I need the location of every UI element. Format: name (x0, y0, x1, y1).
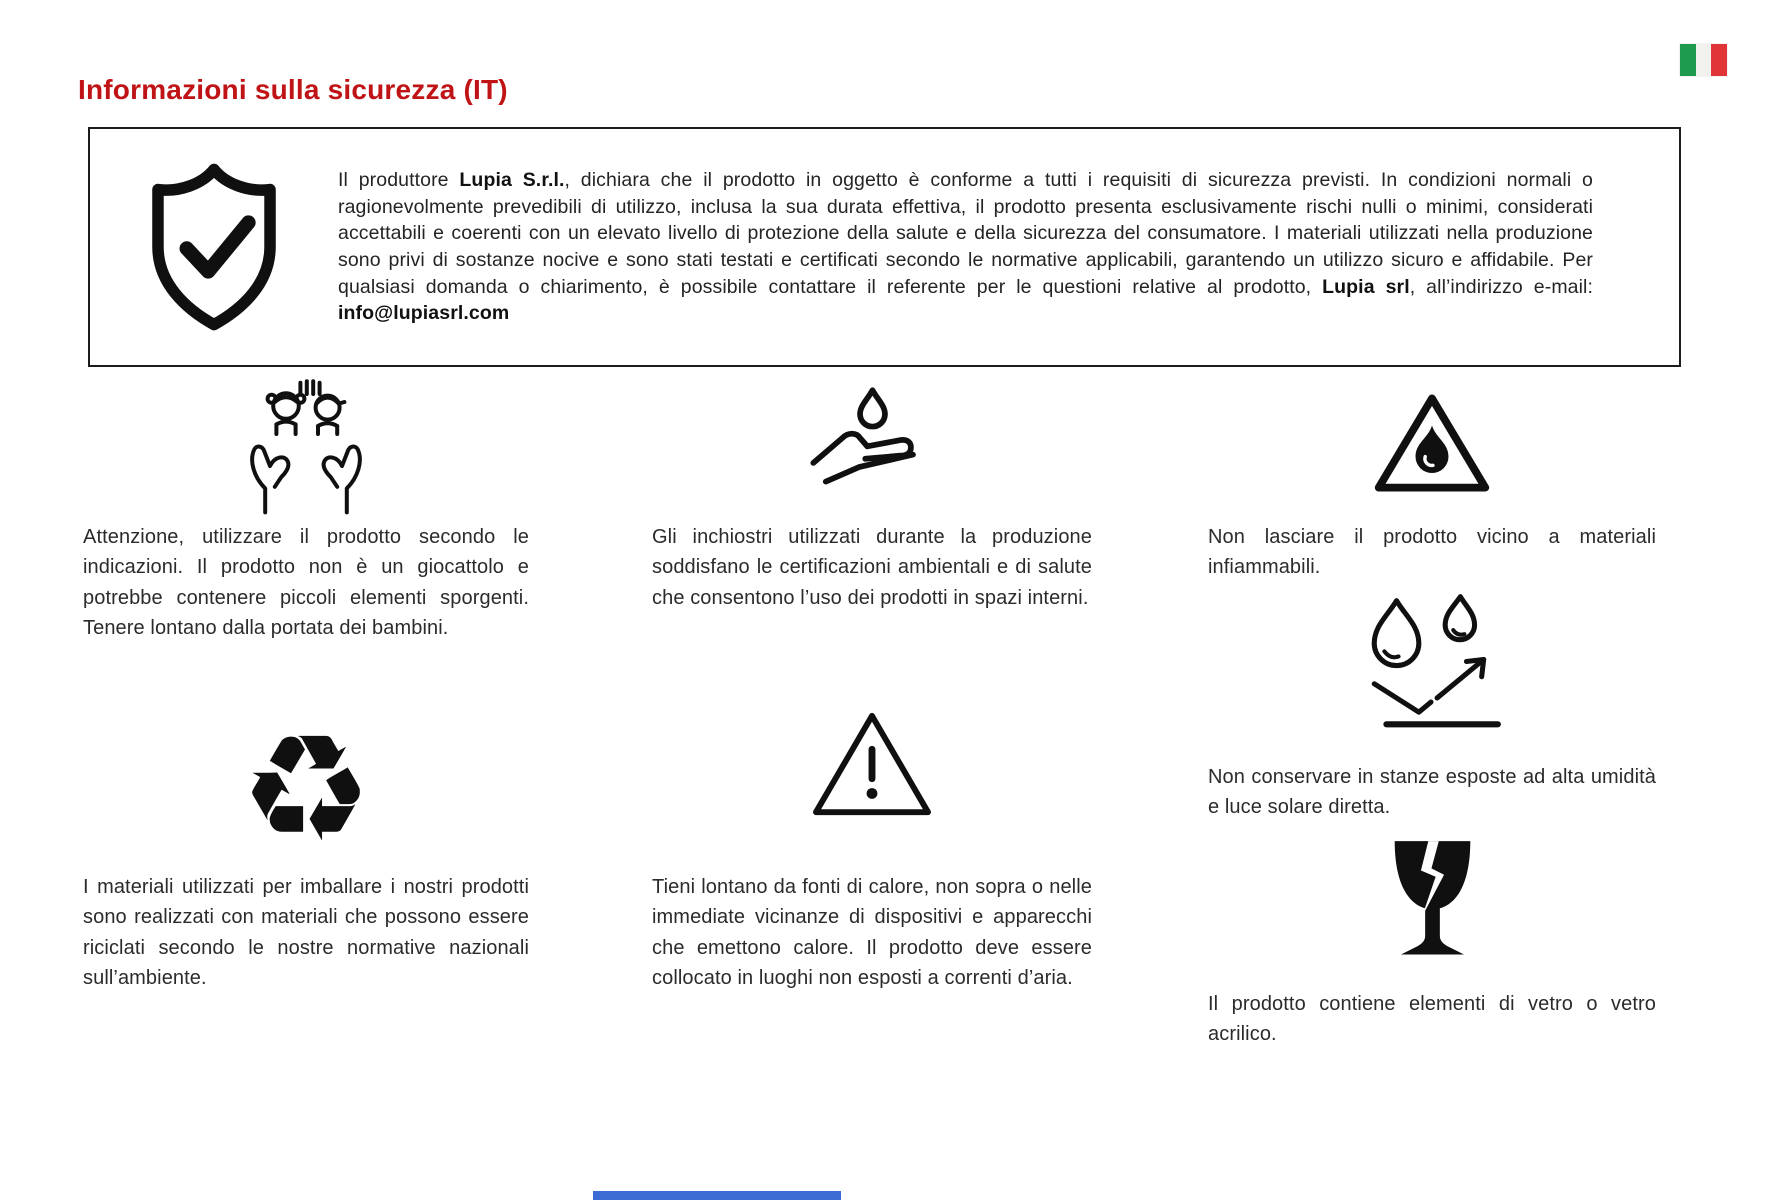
flag-white-stripe (1696, 44, 1712, 76)
page-title: Informazioni sulla sicurezza (IT) (78, 74, 508, 105)
producer-name: Lupia S.r.l. (459, 168, 565, 191)
safety-caption-heat: Tieni lontano da fonti di calore, non sopra o nelle immediate vicinanze di dispositivi e apparecchi che emettono calore. Il prodotto deve essere collocato in luoghi non esposti a correnti d’aria. (652, 876, 1092, 990)
humidity-sunlight-icon (1208, 592, 1656, 730)
declaration-box (88, 127, 1681, 367)
declaration-paragraph (338, 167, 1679, 327)
flammable-warning-icon (1208, 388, 1656, 498)
safety-caption-glass: Il prodotto contiene elementi di vetro o vetro acrilico. (1208, 993, 1656, 1046)
safety-caption-flammable: Non lasciare il prodotto vicino a materiali infiammabili. (1208, 526, 1656, 579)
declaration-suffix: , all’indirizzo e-mail: (1409, 275, 1593, 298)
declaration-prefix: Il produttore (338, 168, 460, 191)
italy-flag-icon (1680, 44, 1727, 76)
hand-with-water-drop-icon (652, 386, 1092, 490)
flag-green-stripe (1680, 44, 1696, 76)
recycle-glyph: ♻ (239, 707, 373, 872)
bottom-partial-blue-bar (593, 1191, 841, 1200)
safety-caption-children: Attenzione, utilizzare il prodotto secondo le indicazioni. Il prodotto non è un giocattolo e potrebbe contenere piccoli elementi sporgenti. Tenere lontano dalla portata dei bambini. (83, 526, 529, 640)
fragile-glass-icon (1208, 826, 1656, 978)
contact-name: Lupia srl (1322, 275, 1410, 298)
children-in-hands-icon (83, 378, 529, 518)
contact-email: info@lupiasrl.com (338, 302, 510, 325)
heat-warning-icon (652, 708, 1092, 821)
declaration-middle: , dichiara che il prodotto in oggetto è conforme a tutti i requisiti di sicurezza previsti. In condizioni normali o ragionevolmente prevedibili di utilizzo, inclusa la sua durata effettiva, il prodotto presenta esclusivamente rischi nulli o minimi, considerati accettabili e coerenti con un elevato livello di protezione della salute e della sicurezza del consumatore. I materiali utilizzati nella produzione sono privi di sostanze nocive e sono stati testati e certificati secondo le normative applicabili, garantendo un utilizzo sicuro e affidabile. Per qualsiasi domanda o chiarimento, è possibile contattare il referente per le questioni relative al prodotto, (338, 168, 1593, 298)
flag-red-stripe (1711, 44, 1727, 76)
safety-caption-inks: Gli inchiostri utilizzati durante la produzione soddisfano le certificazioni ambientali e di salute che consentono l’uso dei prodotti in spazi interni. (652, 526, 1092, 609)
safety-caption-recycling: I materiali utilizzati per imballare i nostri prodotti sono realizzati con materiali che possono essere riciclati secondo le nostre normative nazionali sull’ambiente. (83, 876, 529, 990)
safety-caption-humidity: Non conservare in stanze esposte ad alta umidità e luce solare diretta. (1208, 766, 1656, 819)
recycling-icon (83, 707, 529, 872)
shield-check-icon (90, 157, 338, 337)
